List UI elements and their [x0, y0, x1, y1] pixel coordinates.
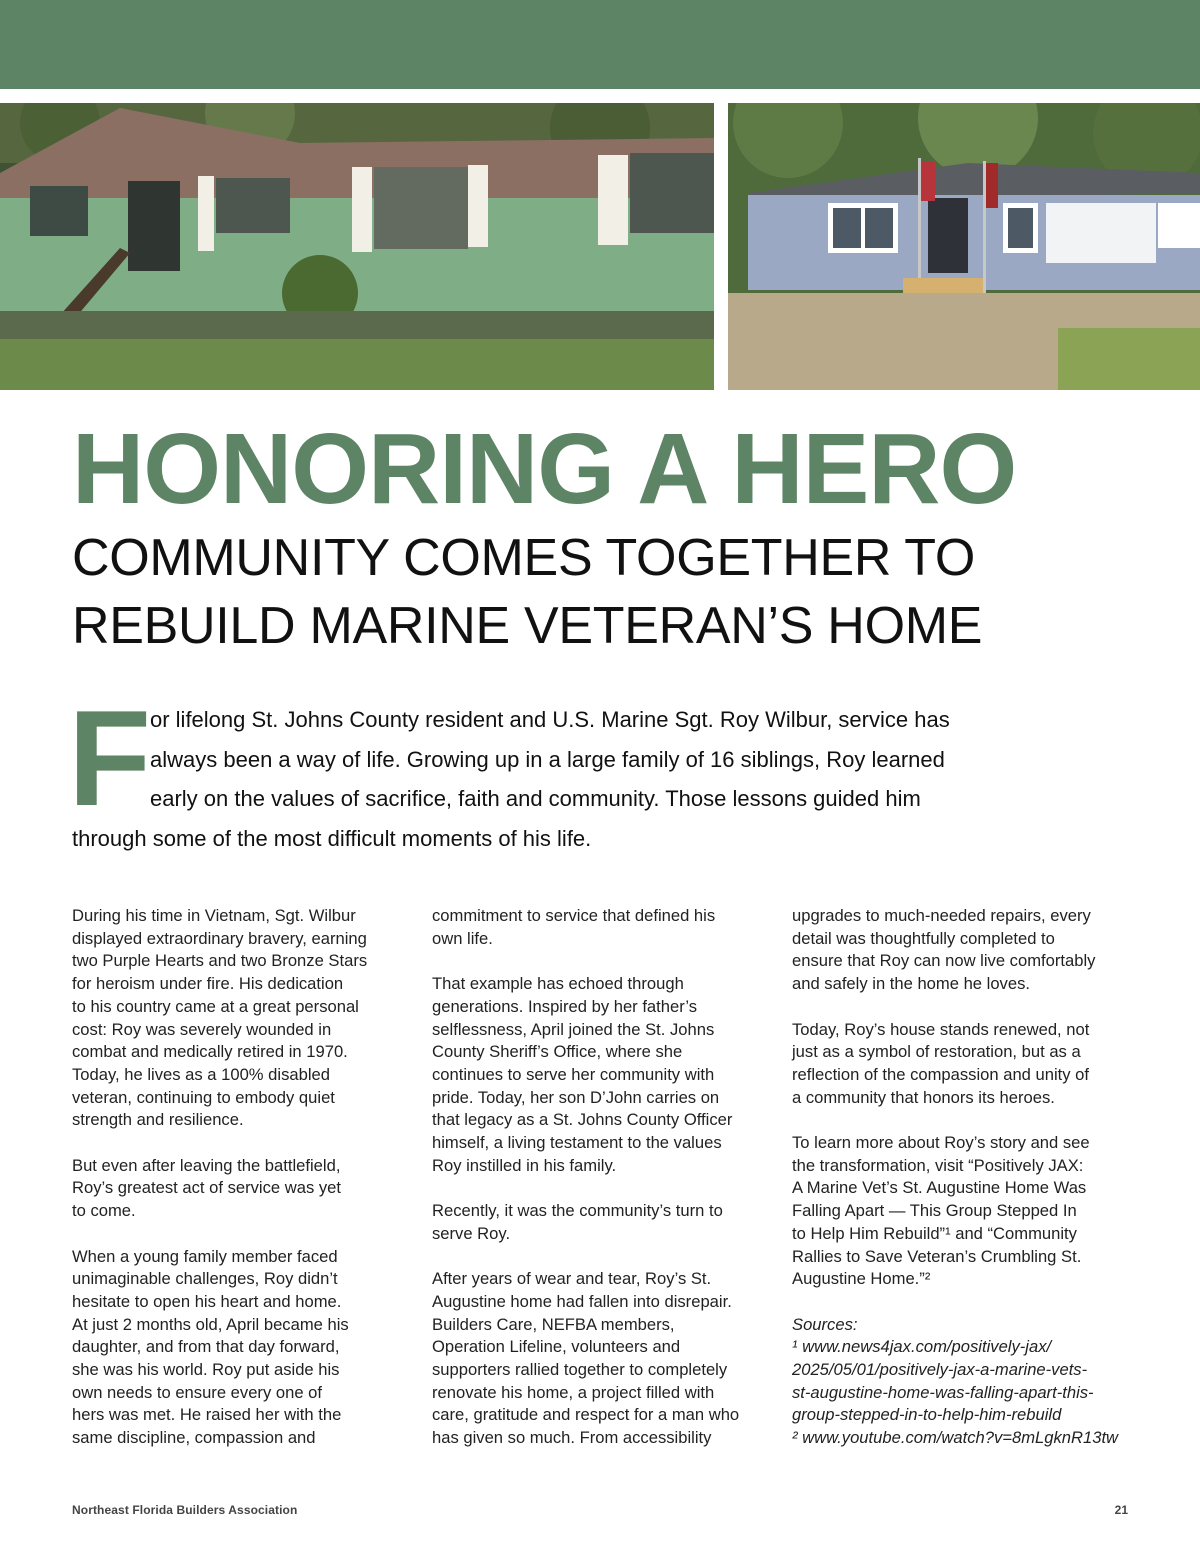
sources-list	[792, 1314, 1137, 1450]
body-line: two Purple Hearts and two Bronze Stars	[72, 951, 368, 971]
body-line: Builders Care, NEFBA members,	[432, 1314, 675, 1334]
body-line: to his country came at a great personal	[72, 996, 359, 1016]
body-line: At just 2 months old, April became his	[72, 1314, 349, 1334]
body-line: and safely in the home he loves.	[792, 974, 1030, 994]
body-line: own life.	[432, 928, 493, 948]
body-line: Falling Apart — This Group Stepped In	[792, 1201, 1077, 1221]
body-line: hesitate to open his heart and home.	[72, 1291, 342, 1311]
body-line: Roy instilled in his family.	[432, 1155, 617, 1175]
body-line: Today, Roy’s house stands renewed, not	[792, 1019, 1090, 1039]
body-line: generations. Inspired by her father’s	[432, 996, 698, 1016]
subheadline-line: REBUILD MARINE VETERAN’S HOME	[72, 597, 983, 655]
body-paragraph	[72, 905, 417, 1132]
body-line: same discipline, compassion and	[72, 1428, 316, 1448]
body-line: To learn more about Roy’s story and see	[792, 1133, 1090, 1152]
body-line: Recently, it was the community’s turn to	[432, 1201, 723, 1221]
body-line: pride. Today, her son D’John carries on	[432, 1087, 720, 1107]
body-line: combat and medically retired in 1970.	[72, 1042, 348, 1062]
body-line: daughter, and from that day forward,	[72, 1337, 340, 1357]
body-line: veteran, continuing to embody quiet	[72, 1087, 335, 1107]
headline: HONORING A HERO	[72, 413, 1017, 525]
body-paragraph	[432, 973, 777, 1177]
intro-paragraph	[72, 700, 1112, 858]
body-line: County Sheriff’s Office, where she	[432, 1042, 683, 1062]
body-line: upgrades to much-needed repairs, every	[792, 906, 1091, 925]
body-line: strength and resilience.	[72, 1110, 244, 1130]
body-line: Augustine Home.”²	[792, 1269, 931, 1289]
intro-line: always been a way of life. Growing up in a large family of 16 siblings, Roy learned	[150, 746, 945, 772]
body-paragraph	[432, 1268, 777, 1450]
body-line: Operation Lifeline, volunteers and	[432, 1337, 681, 1357]
body-line: commitment to service that defined his	[432, 906, 716, 925]
body-line: hers was met. He raised her with the	[72, 1405, 342, 1425]
after-house-photo	[728, 103, 1200, 390]
page-number: 21	[1114, 1503, 1128, 1517]
body-line: displayed extraordinary bravery, earning	[72, 928, 367, 948]
source-link[interactable]: 2025/05/01/positively-jax-a-marine-vets-	[792, 1360, 1088, 1380]
body-paragraph	[72, 1246, 417, 1450]
body-line: the transformation, visit “Positively JAX:	[792, 1155, 1084, 1175]
body-paragraph	[792, 1019, 1137, 1110]
body-paragraph	[432, 905, 777, 950]
body-line: During his time in Vietnam, Sgt. Wilbur	[72, 906, 356, 925]
body-line: a community that honors its heroes.	[792, 1087, 1055, 1107]
body-column-2	[432, 905, 777, 1473]
body-line: After years of wear and tear, Roy’s St.	[432, 1269, 712, 1289]
body-line: But even after leaving the battlefield,	[72, 1155, 341, 1175]
body-line: himself, a living testament to the values	[432, 1133, 722, 1153]
source-link[interactable]: ¹ www.news4jax.com/positively-jax/	[792, 1337, 1052, 1357]
body-line: to come.	[72, 1201, 136, 1221]
body-line: care, gratitude and respect for a man who	[432, 1405, 740, 1425]
body-line: serve Roy.	[432, 1223, 511, 1243]
body-line: she was his world. Roy put aside his	[72, 1360, 340, 1380]
body-line: just as a symbol of restoration, but as a	[792, 1042, 1081, 1062]
body-column-3	[792, 905, 1137, 1473]
body-line: That example has echoed through	[432, 974, 684, 994]
intro-line: through some of the most difficult moments of his life.	[72, 825, 592, 851]
body-paragraph	[432, 1200, 777, 1245]
body-line: Today, he lives as a 100% disabled	[72, 1064, 330, 1084]
body-line: detail was thoughtfully completed to	[792, 928, 1055, 948]
body-line: cost: Roy was severely wounded in	[72, 1019, 332, 1039]
body-line: continues to serve her community with	[432, 1064, 715, 1084]
source-link[interactable]: group-stepped-in-to-help-him-rebuild	[792, 1405, 1062, 1425]
body-line: that legacy as a St. Johns County Officer	[432, 1110, 733, 1130]
intro-line: early on the values of sacrifice, faith and community. Those lessons guided him	[150, 786, 921, 811]
body-line: supporters rallied together to completely	[432, 1360, 728, 1380]
body-line: has given so much. From accessibility	[432, 1428, 712, 1448]
body-line: own needs to ensure every one of	[72, 1382, 322, 1402]
body-paragraph	[792, 1132, 1137, 1291]
footer-publication: Northeast Florida Builders Association	[72, 1503, 298, 1517]
top-color-band	[0, 0, 1200, 89]
body-line: When a young family member faced	[72, 1246, 338, 1266]
body-line: reflection of the compassion and unity of	[792, 1064, 1090, 1084]
body-line: for heroism under fire. His dedication	[72, 974, 344, 994]
body-column-1	[72, 905, 417, 1473]
body-line: A Marine Vet’s St. Augustine Home Was	[792, 1178, 1087, 1198]
source-link[interactable]: st-augustine-home-was-falling-apart-this-	[792, 1382, 1094, 1402]
source-link[interactable]: ² www.youtube.com/watch?v=8mLgknR13tw	[792, 1428, 1119, 1448]
intro-line: or lifelong St. Johns County resident and U.S. Marine Sgt. Roy Wilbur, service has	[150, 707, 950, 732]
body-line: Rallies to Save Veteran’s Crumbling St.	[792, 1246, 1082, 1266]
body-paragraph	[72, 1155, 417, 1223]
body-paragraph	[792, 905, 1137, 996]
body-line: Augustine home had fallen into disrepair.	[432, 1291, 732, 1311]
body-line: Roy’s greatest act of service was yet	[72, 1178, 341, 1198]
drop-cap: F	[68, 682, 152, 834]
sources-heading: Sources:	[792, 1314, 858, 1334]
body-line: unimaginable challenges, Roy didn’t	[72, 1269, 338, 1289]
before-house-photo	[0, 103, 714, 390]
body-line: renovate his home, a project filled with	[432, 1382, 715, 1402]
body-line: to Help Him Rebuild”¹ and “Community	[792, 1223, 1077, 1243]
subheadline-line: COMMUNITY COMES TOGETHER TO	[72, 529, 975, 587]
body-line: selflessness, April joined the St. Johns	[432, 1019, 715, 1039]
body-line: ensure that Roy can now live comfortably	[792, 951, 1096, 971]
subheadline	[72, 524, 1152, 660]
